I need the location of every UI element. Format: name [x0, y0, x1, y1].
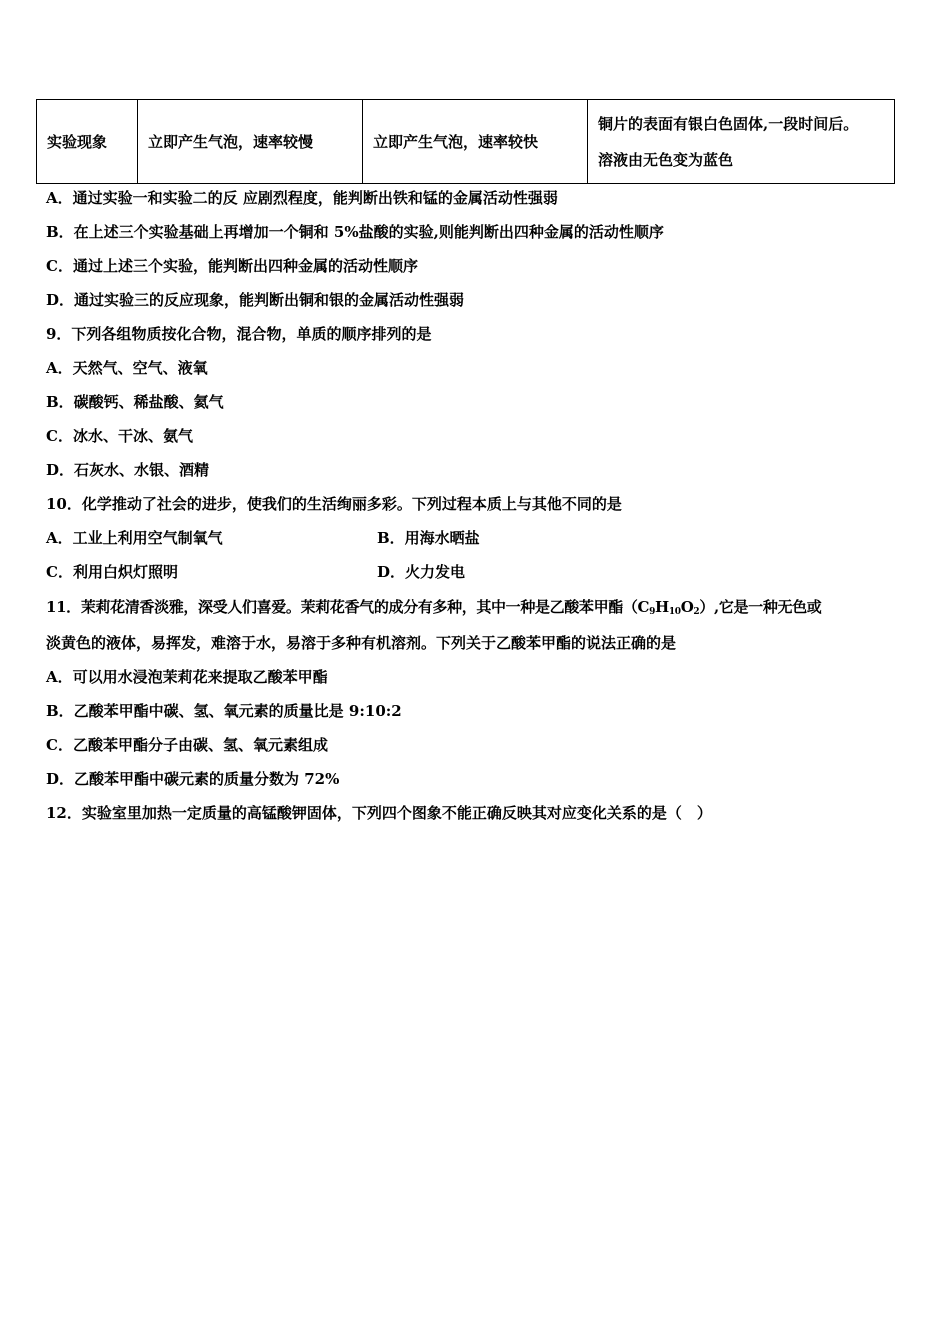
- q11-stem: [46, 597, 821, 617]
- table-cell: 立即产生气泡，速率较快: [363, 100, 588, 184]
- q11-stem-line2: 淡黄色的液体，易挥发，难溶于水，易溶于多种有机溶剂。下列关于乙酸苯甲酯的说法正确的是: [46, 634, 677, 652]
- q10-option-d: D．火力发电: [377, 563, 466, 581]
- q8-option-b: B．在上述三个实验基础上再增加一个铜和 5%盐酸的实验,则能判断出四种金属的活动性顺序: [46, 223, 664, 241]
- q8-option-c: C．通过上述三个实验，能判断出四种金属的活动性顺序: [46, 257, 418, 275]
- q11-stem-part2: ）,它是一种无色或: [699, 598, 822, 616]
- q10-option-a: A．工业上利用空气制氧气: [46, 529, 223, 547]
- q10-stem: 10．化学推动了社会的进步，使我们的生活绚丽多彩。下列过程本质上与其他不同的是: [46, 495, 622, 513]
- table-cell: 立即产生气泡，速率较慢: [138, 100, 363, 184]
- table-row: [37, 100, 895, 184]
- row-label: 实验现象: [37, 100, 138, 184]
- chemical-formula: $C_9H_{10}O_2$: [637, 598, 700, 617]
- table-cell: [588, 100, 895, 184]
- q11-option-a: A．可以用水浸泡茉莉花来提取乙酸苯甲酯: [46, 668, 328, 686]
- q11-option-c: C．乙酸苯甲酯分子由碳、氢、氧元素组成: [46, 736, 328, 754]
- q10-option-b: B．用海水晒盐: [377, 529, 480, 547]
- q9-option-d: D．石灰水、水银、酒精: [46, 461, 210, 479]
- q8-option-d: D．通过实验三的反应现象，能判断出铜和银的金属活动性强弱: [46, 291, 465, 309]
- q8-option-a: A．通过实验一和实验二的反 应剧烈程度，能判断出铁和锰的金属活动性强弱: [46, 189, 558, 207]
- q12-stem: 12．实验室里加热一定质量的高锰酸钾固体，下列四个图象不能正确反映其对应变化关系的是（ ）: [46, 804, 712, 822]
- q9-stem: 9．下列各组物质按化合物，混合物，单质的顺序排列的是: [46, 325, 432, 343]
- q9-option-b: B．碳酸钙、稀盐酸、氦气: [46, 393, 224, 411]
- cell-line: 溶液由无色变为蓝色: [598, 150, 734, 169]
- q10-option-c: C．利用白炽灯照明: [46, 563, 178, 581]
- q11-option-b: B．乙酸苯甲酯中碳、氢、氧元素的质量比是 9:10:2: [46, 702, 402, 720]
- q11-stem-part1: 11．茉莉花清香淡雅，深受人们喜爱。茉莉花香气的成分有多种，其中一种是乙酸苯甲酯（: [46, 598, 638, 616]
- q9-option-a: A．天然气、空气、液氧: [46, 359, 208, 377]
- q11-option-d: D．乙酸苯甲酯中碳元素的质量分数为 72%: [46, 770, 340, 788]
- experiment-table: [36, 99, 895, 184]
- q9-option-c: C．冰水、干冰、氨气: [46, 427, 193, 445]
- cell-line: 铜片的表面有银白色固体,一段时间后。: [598, 114, 859, 133]
